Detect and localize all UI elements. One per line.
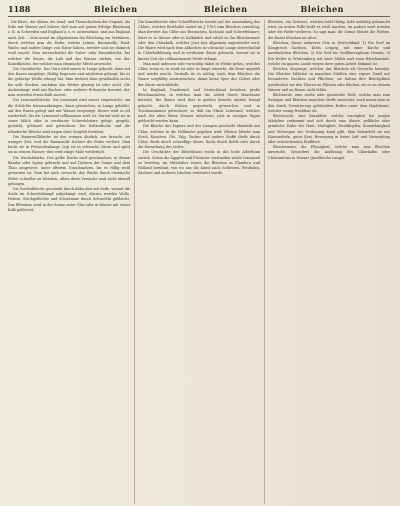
running-head-right: Bleichen [300, 4, 344, 14]
paragraph: Bleichwasser, die Flüssigkeit, welche man zum Bleichen anwendet, besonders die Auflösung des Chlorkalks oder Chlornatrons in Wasser (Javellesche Lauge). [268, 145, 390, 160]
running-head-left: Bleichen [94, 4, 138, 14]
paragraph: Die Kunstbleiche oder Schnellbleiche beruht auf der Anwendung des Chlors, welches Berthollet zuerst im J. 1785 zum Bleichen vorschlug. Man bereitet das Chlor aus Braunstein, Kochsalz und Schwefelsäure, leitet es in Wasser oder in Kalkmilch und erhält so das Bleichwasser oder den Chlorkalk, welcher jetzt fast allgemein angewendet wird. Die Waare wird nach dem Abkochen in schwache Lauge abwechselnd in Chlorkalklösung und in verdünnte Säure gebracht, worauf sie in kurzer Zeit die vollkommenste Weiße erlangt. [138, 20, 260, 61]
paragraph: Man muß indessen sehr vorsichtig dabei zu Werke gehen, weil das Chlor, wenn es zu stark ist oder zu lange einwirkt, die Faser angreift und mürbe macht. Deshalb ist es nöthig, nach dem Bleichen die Waare sorgfältig auszuwaschen, damit keine Spur des Chlors oder der Säure zurückbleibt. [138, 61, 260, 87]
column-3 [264, 20, 390, 504]
running-head [8, 4, 390, 17]
paragraph: In England, Frankreich und Deutschland bestehen große Bleichanstalten, in welchen man die Arbeit durch Maschinen betreibt. Die Waare wird dort in großen Kesseln mittels Dampf gekocht, durch Walzen gequetscht, gewaschen und in Trockenräumen getrocknet; so daß ein Stück Leinwand, welches nach der alten Weise Monate erforderte, jetzt in wenigen Tagen gebleicht werden kann. [138, 87, 260, 124]
column-2 [134, 20, 260, 504]
page-number: 1188 [8, 4, 31, 14]
paragraph: – Die Küste, der Abbau, die Sand- und Thonschichten der Gegend, die Erde mit Wasser und Salzen; daß man mit gutem Erfolge Bleichung z. B. in Schweden und England u. s. w. unternehme, und aus England nach Zeit. – Man nennt im Allgemeinen die Bleichung ein Verfahren, durch welches man die Farbe, welche Leinen, Baumwolle, Hanf, Wachs und andere Dinge von Natur haben, zerstört und sie dadurch weiß macht. Man unterscheidet die Natur- oder Rasenbleiche, bei welcher die Sonne, die Luft und das Wasser wirken, von der Kunstbleiche, bei welcher man chemische Mittel anwendet. [8, 20, 130, 66]
paragraph: Bleicherde, eine weiße oder grauweiße Erde, welche man zum Reinigen und Bleichen mancher Stoffe anwendet; auch nennt man so den durch Verwitterung gebleichten Boden unter dem Haidekraut, welcher wenig fruchtbar ist. [268, 93, 390, 113]
paragraph: Bleichsucht, eine Krankheit, welche vorzüglich bei jungen Mädchen vorkommt und sich durch eine blasse, gelbliche oder grünliche Farbe der Haut, Mattigkeit, Herzklopfen, Kurzathmigkeit und Störungen der Verdauung kund gibt. Man behandelt sie mit Eisenmitteln, guter Kost, Bewegung in freier Luft und Vermeidung aller schwächenden Einflüsse. [268, 113, 390, 145]
paragraph: Bleicher, derjenige, welcher das Bleichen als Gewerbe betreibt. Die Bleicher bildeten in manchen Städten eine eigene Zunft mit besonderen Rechten und Pflichten; sie hatten ihre Bleichplätze gewöhnlich vor den Thoren an Flüssen oder Bächen, wo es an reinem Wasser und an Rasen nicht fehlte. [268, 66, 390, 92]
paragraph: Die Baumwollbleiche ist der vorigen ähnlich, nur braucht sie weniger Zeit, weil die Baumwolle leichter die Farbe verliert. Man kocht sie in Pottaschenlauge, legt sie in schwache Säure und spült sie in reinem Wasser; dies wird einige Male wiederholt. [8, 134, 130, 155]
text-columns [8, 20, 390, 504]
paragraph: Die Seidenbleiche geschieht durch Abkochen mit Seife, worauf die Seide im Schwefeldampf aufgehängt wird; ebenso werden Wolle, Federn, Strohgeflechte und Schwämme durch Schwefeln gebleicht. Das Elfenbein wird in der Sonne unter Glas oder in Wasser mit etwas Kalk gebleicht. [8, 187, 130, 212]
paragraph: Die Geschichte der Bleichkunst reicht in das hohe Alterthum zurück. Schon die Ägypter und Phönicier verstanden weiße Leinwand zu bereiten; im Mittelalter waren die Bleichen in Flandern und Holland berühmt, von wo aus die Kunst nach Schlesien, Westfalen, Sachsen und anderen Ländern verbreitet wurde. [138, 150, 260, 176]
paragraph: Die Garnbleiche. Das Garn wird zuerst in Lauge gekocht, dann auf den Rasen ausgelegt, fleißig begossen und wiederum gelaugt, bis es die gehörige Weiße erlangt hat. Man rechnet dazu gewöhnlich sechs bis acht Wochen, nachdem das Wetter günstig ist oder nicht. Die Aschenlauge wird aus Buchen- oder anderer Holzasche bereitet, der man zuweilen etwas Kalk zusetzt. [8, 66, 130, 98]
paragraph: Bleichen, Name mehrerer Orte in Deutschland. 1) Ein Dorf im Königreich Sachsen, Kreis Leipzig, mit einer Kirche und ansehnlichen Bleichen. 2) Ein Dorf im Großherzogthum Hessen. 3) Ein Weiler in Würtemberg mit einer Mühle und einer Bleichanstalt, welche im ganzen Lande wegen ihrer guten Arbeit bekannt ist. [268, 40, 390, 66]
paragraph: Die Leinwandbleiche. Die Leinwand wird zuerst eingeweicht, um die Schlichte herauszubringen, dann gewaschen, in Lauge gebrüht, auf den Rasen gelegt und mit Wasser besprengt. Dieses wird so oft wiederholt, bis die Leinwand vollkommen weiß ist. Darauf wird sie in saure Milch oder in verdünnte Schwefelsäure gelegt, gespült, gestärkt, geblauet und getrocknet. Die holländische und die irländische Bleiche sind wegen ihrer Sorgfalt berühmt. [8, 98, 130, 134]
paragraph: Die Bleiche des Papiers und der Lumpen geschieht ebenfalls mit Chlor, welches in die Holländer gegeben wird. Ebenso bleicht man Stroh, Knochen, Öle, Talg, Zucker und andere Stoffe theils durch Chlor, theils durch schweflige Säure, theils durch Kohle oder durch die Einwirkung des Lichts. [138, 124, 260, 150]
paragraph: Die Wachsbleiche. Das gelbe Wachs wird geschmolzen, in dünne Bänder oder Späne gebracht und auf Tüchern der Sonne und dem Thau ausgesetzt, unter öfterem Umschmelzen, bis es völlig weiß geworden ist. Man hat auch versucht, das Wachs durch chemische Mittel schneller zu bleichen, allein diese Versuche sind nicht überall gelungen. [8, 155, 130, 186]
paragraph: Bleichen, ein Zeitwort, welches bald thätig, bald unthätig gebraucht wird; im ersten Falle heißt es weiß machen, im andern weiß werden oder die Farbe verlieren. So sagt man: die Sonne bleicht die Farben, die Haare bleichen im Alter. [268, 20, 390, 40]
running-head-center: Bleichen [204, 4, 248, 14]
column-1 [8, 20, 130, 504]
